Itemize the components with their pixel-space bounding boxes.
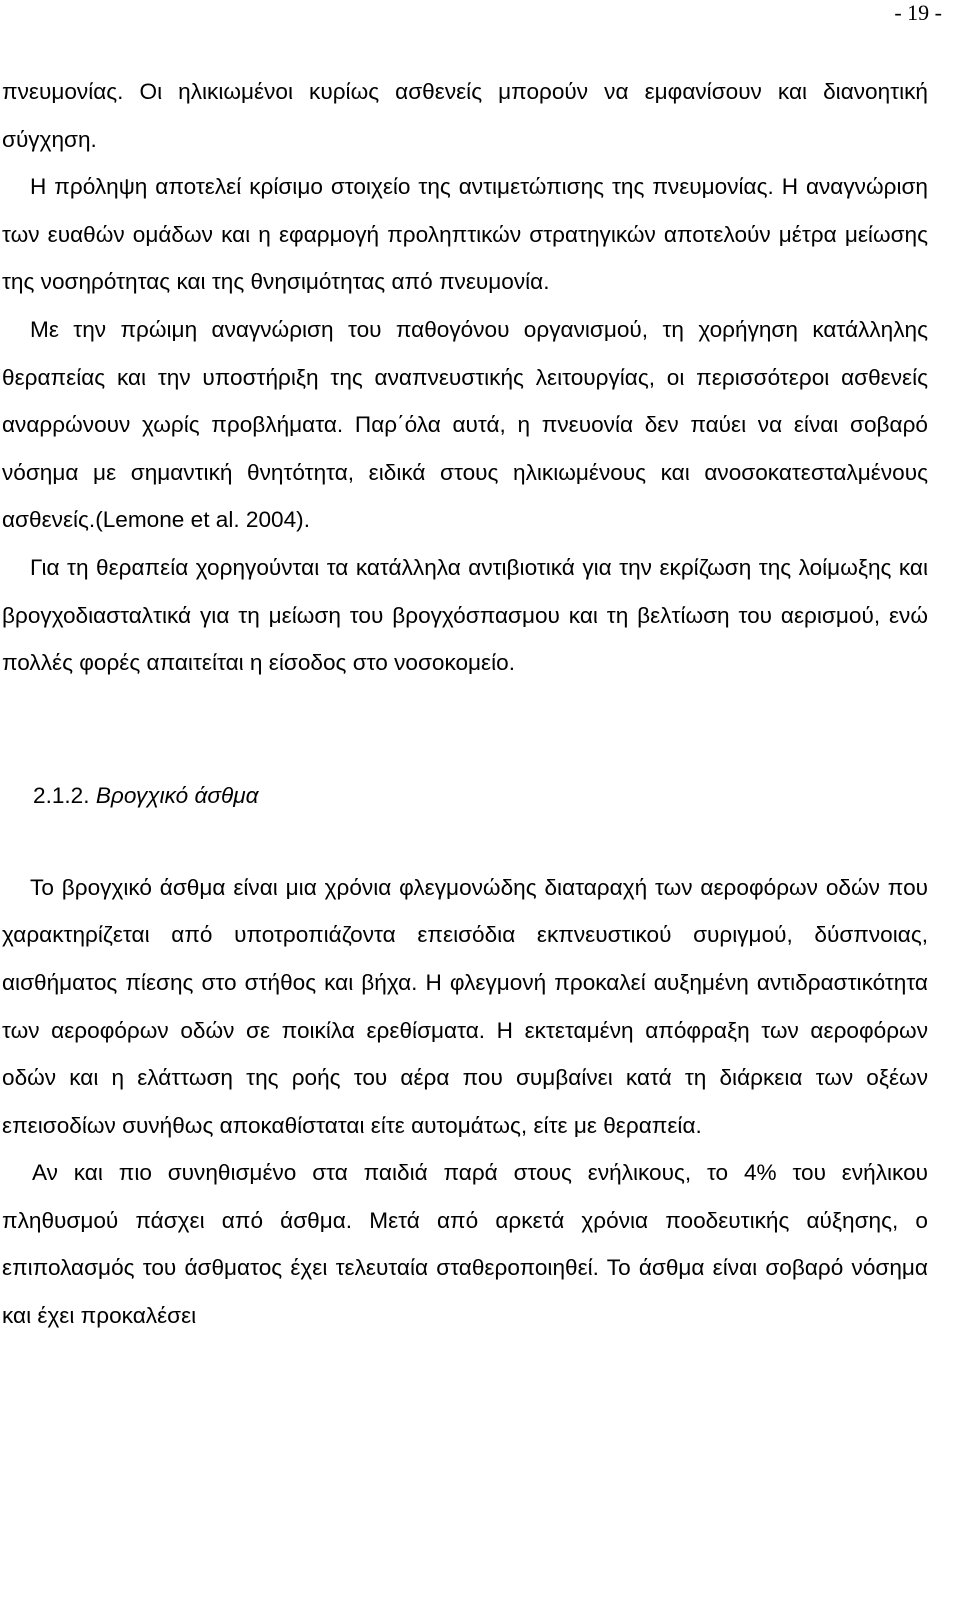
- document-body: [2, 68, 928, 1340]
- section-heading: [2, 772, 928, 819]
- paragraph-therapy: Για τη θεραπεία χορηγούνται τα κατάλληλα αντιβιοτικά για την εκρίζωση της λοίμωξης και βρογχοδιασταλτικά για τη μείωση του βρογχόσπασμου και τη βελτίωση του αερισμού, ενώ πολλές φορές απαιτείται η είσοδος στο νοσοκομείο.: [2, 554, 928, 676]
- section-title: Βρογχικό άσθμα: [95, 782, 259, 808]
- section-number: 2.1.2.: [33, 782, 90, 808]
- paragraph-asthma-definition: Το βρογχικό άσθμα είναι μια χρόνια φλεγμονώδης διαταραχή των αεροφόρων οδών που χαρακτηρίζεται από υποτροπιάζοντα επεισόδια εκπνευστικού συριγμού, δύσπνοιας, αισθήματος πίεσης στο στήθος και βήχα. Η φλεγμονή προκαλεί αυξημένη αντιδραστικότητα των αεροφόρων οδών σε ποικίλα ερεθίσματα. Η εκτεταμένη απόφραξη των αεροφόρων οδών και η ελάττωση της ροής του αέρα που συμβαίνει κατά τη διάρκεια των οξέων επεισοδίων συνήθως αποκαθίσταται είτε αυτομάτως, είτε με θεραπεία.: [2, 874, 928, 1138]
- page-number: - 19 -: [894, 0, 942, 25]
- paragraph-prevention: Η πρόληψη αποτελεί κρίσιμο στοιχείο της αντιμετώπισης της πνευμονίας. Η αναγνώριση των ευαθών ομάδων και η εφαρμογή προληπτικών στρατηγικών αποτελούν μέτρα μείωσης της νοσηρότητας και της θνησιμότητας από πνευμονία.: [2, 174, 928, 295]
- paragraph-asthma-prevalence: Αν και πιο συνηθισμένο στα παιδιά παρά στους ενήλικους, το 4% του ενήλικου πληθυσμού πάσχει από άσθμα. Μετά από αρκετά χρόνια ποοδευτικής αύξησης, ο επιπολασμός του άσθματος έχει τελευταία σταθεροποιηθεί. Το άσθμα είναι σοβαρό νόσημα και έχει προκαλέσει: [2, 1160, 928, 1329]
- paragraph-pneumonia-symptoms: πνευμονίας. Οι ηλικιωμένοι κυρίως ασθενείς μπορούν να εμφανίσουν και διανοητική σύγχηση.: [2, 79, 928, 152]
- paragraph-treatment-outcome: Με την πρώιμη αναγνώριση του παθογόνου οργανισμού, τη χορήγηση κατάλληλης θεραπείας και την υποστήριξη της αναπνευστικής λειτουργίας, οι περισσότεροι ασθενείς αναρρώνουν χωρίς προβλήματα. Παρ΄όλα αυτά, η πνευονία δεν παύει να είναι σοβαρό νόσημα με σημαντική θνητότητα, ειδικά στους ηλικιωμένους και ανοσοκατεσταλμένους ασθενείς.(Lemone et al. 2004).: [2, 316, 928, 533]
